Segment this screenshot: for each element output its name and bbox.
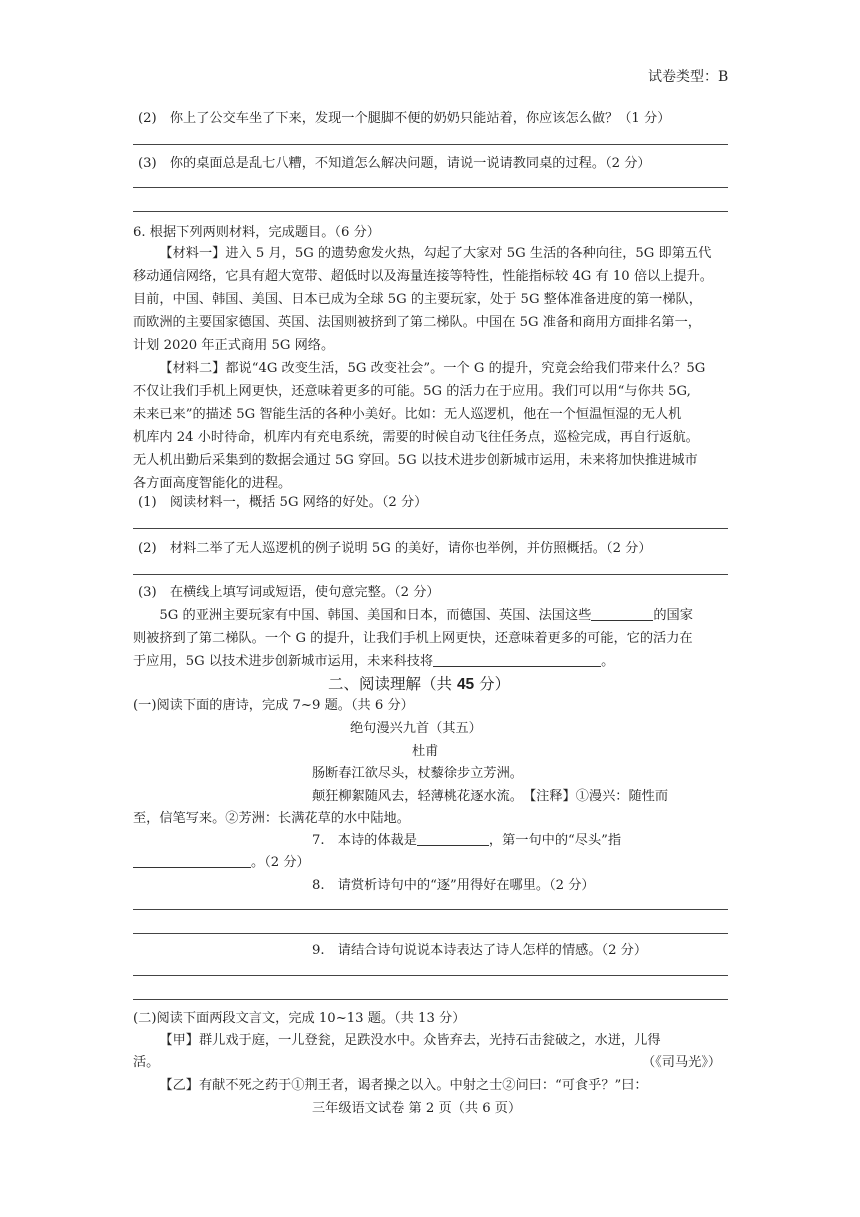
paper-type-label: 试卷类型：B [648,69,729,85]
q6-sub3: (3) 在横线上填写词或短语，使句意完整。（2 分） [138,585,440,600]
poem-author: 杜甫 [412,744,439,759]
answer-line[interactable] [133,909,728,910]
answer-line[interactable] [133,574,728,575]
fill-sentence-1 [133,604,693,623]
material2-line: 未来已来”的描述 5G 智能生活的各种小美好。比如：无人巡逻机，他在一个恒温恒湿的无人机 [133,407,682,422]
answer-line[interactable] [133,528,728,529]
material2-line: 无人机出勤后采集到的数据会通过 5G 穿回。5G 以技术进步创新城市运用，未来将加快推进城市 [133,453,698,468]
part2-heading: (二)阅读下面两段文言文，完成 10~13 题。（共 13 分） [133,1011,466,1026]
fill-blank[interactable] [417,831,489,846]
q5-sub2: (2) 你上了公交车坐了下来，发现一个腿脚不便的奶奶只能站着，你应该怎么做？（1 分） [138,111,671,126]
section-title: 二、阅读理解（共 45 分） [328,675,511,693]
part1-heading: (一)阅读下面的唐诗，完成 7~9 题。（共 6 分） [133,698,414,713]
poem-note: 至，信笔写来。②芳洲：长满花草的水中陆地。 [133,811,410,826]
page-footer: 三年级语文试卷 第 2 页（共 6 页） [312,1101,522,1116]
material2-line: 各方面高度智能化的进程。 [133,476,292,491]
poem-title: 绝句漫兴九首（其五） [350,721,482,736]
fill-text: 。 [601,654,615,669]
fill-blank[interactable] [433,652,601,667]
answer-line[interactable] [133,211,728,212]
q6-sub2: (2) 材料二举了无人巡逻机的例子说明 5G 的美好，请你也举例，并仿照概括。（2 分） [138,541,652,556]
q6-sub1: (1) 阅读材料一，概括 5G 网络的好处。（2 分） [138,495,428,510]
q8: 8. 请赏析诗句中的“逐”用得好在哪里。（2 分） [312,878,595,893]
fill-sentence-3 [133,650,614,669]
fill-blank[interactable] [133,853,251,868]
material2-line: 不仅让我们手机上网更快，还意味着更多的可能。5G 的活力在于应用。我们可以用“与你共 5G, [133,384,691,399]
material1-line: 计划 2020 年正式商用 5G 网络。 [133,338,335,353]
answer-line[interactable] [133,187,728,188]
material2-line: 【材料二】都说“4G 改变生活，5G 改变社会”。一个 G 的提升，究竟会给我们带来什么？5G [159,361,706,376]
material1-line: 目前，中国、韩国、美国、日本已成为全球 5G 的主要玩家，处于 5G 整体准备进度的第一梯队， [133,292,702,307]
q6-stem: 6. 根据下列两则材料，完成题目。（6 分） [133,225,380,240]
fill-text: 5G 的亚洲主要玩家有中国、韩国、美国和日本，而德国、英国、法国这些 [159,608,592,623]
answer-line[interactable] [133,933,728,934]
q9: 9. 请结合诗句说说本诗表达了诗人怎样的情感。（2 分） [312,943,648,958]
q7: 7. 本诗的体裁是 ，第一句中的“尽头”指 [312,833,622,848]
q5-sub3: (3) 你的桌面总是乱七八糟，不知道怎么解决问题，请说一说请教同桌的过程。（2 分） [138,156,651,171]
fill-text: 于应用，5G 以技术进步创新城市运用，未来科技将 [133,654,434,669]
material1-line: 移动通信网络，它具有超大宽带、超低时以及海量连接等特性，性能指标较 4G 有 10 倍以上提升。 [133,269,713,284]
answer-line[interactable] [133,144,728,145]
poem-line: 颠狂柳絮随风去，轻薄桃花逐水流。 【注释】①漫兴：随性而 [312,789,669,804]
material1-line: 【材料一】进入 5 月，5G 的遗势愈发火热，勾起了大家对 5G 生活的各种向往，5G 即第五代 [159,246,712,261]
material1-line: 而欧洲的主要国家德国、英国、法国则被挤到了第二梯队。中国在 5G 准备和商用方面排名第一， [133,315,701,330]
passage-jia: 【甲】群儿戏于庭，一儿登瓮，足跌没水中。众皆弃去，光持石击瓮破之，水迸，儿得 [159,1033,661,1048]
passage-yi: 【乙】有献不死之药于①荆王者，谒者操之以入。中射之士②问曰：“可食乎？”曰： [159,1078,648,1093]
fill-blank[interactable] [591,606,653,621]
passage-jia-cont: 活。 [133,1055,160,1070]
fill-text: 的国家 [653,608,693,623]
fill-sentence-2: 则被挤到了第二梯队。一个 G 的提升，让我们手机上网更快，还意味着更多的可能，它的活力在 [133,631,693,646]
q7-cont: 。（2 分） [133,851,310,870]
poem-line: 肠断春江欲尽头，杖藜徐步立芳洲。 [312,766,523,781]
material2-line: 机库内 24 小时待命，机库内有充电系统，需要的时候自动飞往任务点，巡检完成，再自行返航。 [133,430,699,445]
answer-line[interactable] [133,999,728,1000]
answer-line[interactable] [133,975,728,976]
passage-jia-source: （《司马光》） [642,1055,722,1070]
